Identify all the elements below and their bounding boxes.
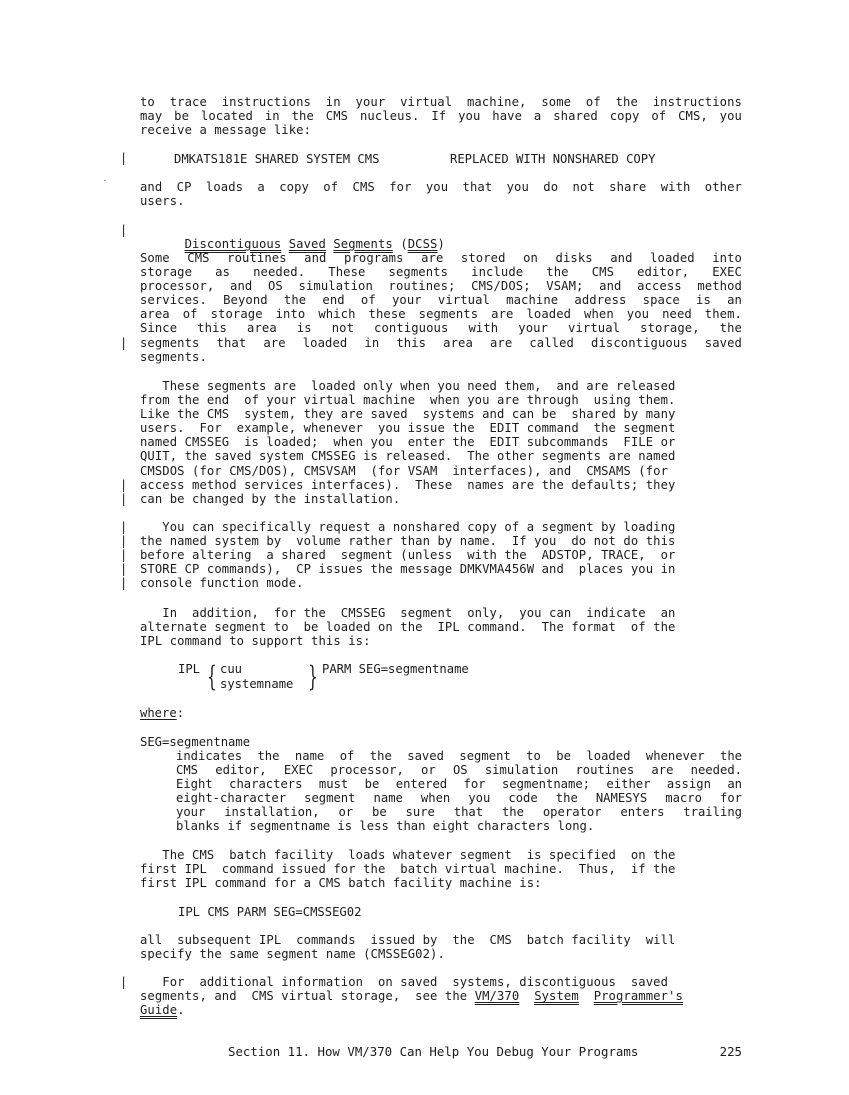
- syntax-command: IPL: [178, 662, 201, 676]
- message-code: DMKATS181E SHARED SYSTEM CMS: [174, 152, 380, 166]
- change-bar: [120, 534, 124, 548]
- text-line: Eight characters must be entered for segmentname; either assign an: [176, 777, 742, 792]
- change-bar: [120, 562, 124, 576]
- change-bar: [120, 336, 124, 350]
- text-line: eight-character segment name when you code the NAMESYS macro for: [176, 791, 742, 806]
- paragraph: [140, 606, 742, 648]
- text-line: segments that are loaded in this area are called discontiguous saved: [140, 335, 742, 350]
- footer-title: Section 11. How VM/370 Can Help You Debug Your Programs: [228, 1044, 639, 1059]
- text-line: from the end of your virtual machine when you are through using them.: [140, 393, 676, 408]
- text-line: console function mode.: [140, 576, 304, 591]
- text-line: services. Beyond the end of your virtual machine address space is an: [140, 293, 742, 308]
- page-footer: [228, 1044, 742, 1059]
- text-line: first IPL command issued for the batch virtual machine. Thus, if the: [140, 862, 676, 877]
- heading-abbr: DCSS: [407, 237, 438, 252]
- change-bar: [120, 151, 124, 165]
- text-line: specify the same segment name (CMSSEG02).: [140, 947, 445, 962]
- text-line: to trace instructions in your virtual machine, some of the instructions: [140, 95, 742, 109]
- text-line: CMS editor, EXEC processor, or OS simulation routines are needed.: [176, 763, 742, 778]
- reference-title: System: [534, 989, 579, 1004]
- term-definition: [176, 749, 742, 834]
- reference-title: Guide: [140, 1003, 178, 1018]
- text-line: processor, and OS simulation routines; CMS/DOS; VSAM; and access method: [140, 279, 742, 294]
- paragraph: [140, 933, 742, 961]
- text-line: CMSDOS (for CMS/DOS), CMSVSAM (for VSAM interfaces), and CMSAMS (for: [140, 463, 669, 478]
- text-line: Guide.: [140, 1003, 185, 1018]
- change-bar: [120, 548, 124, 562]
- heading-word: Discontiguous: [184, 237, 282, 252]
- paragraph: [140, 251, 742, 364]
- text-line: may be located in the CMS nucleus. If you have a shared copy of CMS, you: [140, 109, 742, 124]
- text-line: users.: [140, 194, 185, 209]
- text-line: segments, and CMS virtual storage, see the VM/370 System Programmer's: [140, 989, 683, 1004]
- text-line: segments.: [140, 349, 207, 364]
- where-label: where:: [140, 706, 185, 720]
- syntax-option: cuu: [220, 662, 243, 676]
- paragraph: [140, 975, 742, 1017]
- text-line: your installation, or be sure that the operator enters trailing: [176, 805, 742, 820]
- heading-paren: ): [437, 237, 445, 252]
- text-line: and CP loads a copy of CMS for you that you do not share with other: [140, 180, 742, 194]
- page-number: 225: [719, 1044, 742, 1059]
- text-line: These segments are loaded only when you need them, and are released: [140, 379, 676, 393]
- change-bar: [120, 520, 124, 534]
- change-bar: [120, 975, 124, 989]
- change-bar: [120, 478, 124, 492]
- paragraph: [140, 848, 742, 890]
- after-message-paragraph: [140, 180, 742, 208]
- reference-title: VM/370: [474, 989, 520, 1004]
- text-line: area of storage into which these segments are loaded when you need them.: [140, 307, 742, 322]
- text-line: Like the CMS system, they are saved systems and can be shared by many: [140, 407, 676, 422]
- text-line: For additional information on saved systems, discontiguous saved: [140, 975, 669, 989]
- text-line: alternate segment to be loaded on the IPL command. The format of the: [140, 620, 676, 635]
- left-brace: {: [207, 660, 217, 693]
- change-bar: [120, 223, 124, 237]
- message-text: REPLACED WITH NONSHARED COPY: [450, 152, 656, 166]
- reference-title: Programmer's: [593, 989, 683, 1004]
- change-bar: [120, 576, 124, 590]
- text-line: storage as needed. These segments include the CMS editor, EXEC: [140, 265, 742, 280]
- text-line: all subsequent IPL commands issued by the CMS batch facility will: [140, 933, 676, 947]
- text-line: receive a message like:: [140, 123, 312, 138]
- heading-word: Segments: [333, 237, 393, 252]
- text-line: users. For example, whenever you issue the EDIT command the segment: [140, 421, 676, 436]
- text-line: first IPL command for a CMS batch facility machine is:: [140, 876, 542, 891]
- syntax-option: systemname: [220, 677, 294, 691]
- ipl-example: IPL CMS PARM SEG=CMSSEG02: [178, 905, 362, 919]
- text-line: STORE CP commands), CP issues the message DMKVMA456W and places you in: [140, 562, 676, 577]
- syntax-parm: PARM SEG=segmentname: [322, 662, 469, 676]
- term: SEG=segmentname: [140, 735, 251, 749]
- heading-paren: (: [400, 237, 408, 252]
- intro-paragraph: [140, 95, 742, 137]
- text-line: indicates the name of the saved segment to be loaded whenever the: [176, 749, 742, 763]
- text-line: before altering a shared segment (unless with the ADSTOP, TRACE, or: [140, 548, 676, 563]
- section-heading: [140, 223, 742, 252]
- change-bar: [120, 492, 124, 506]
- text-line: can be changed by the installation.: [140, 491, 401, 506]
- scan-speck: [104, 180, 106, 181]
- paragraph: [140, 379, 742, 506]
- text-line: The CMS batch facility loads whatever segment is specified on the: [140, 848, 676, 862]
- text-line: Since this area is not contiguous with your virtual storage, the: [140, 321, 742, 336]
- paragraph: [140, 520, 742, 590]
- text-line: Some CMS routines and programs are stored on disks and loaded into: [140, 251, 742, 265]
- text-line: named CMSSEG is loaded; when you enter the EDIT subcommands FILE or: [140, 435, 676, 450]
- heading-word: Saved: [288, 237, 326, 252]
- text-line: blanks if segmentname is less than eight characters long.: [176, 819, 595, 834]
- right-brace: }: [308, 660, 318, 693]
- text-line: QUIT, the saved system CMSSEG is released. The other segments are named: [140, 449, 676, 464]
- text-line: You can specifically request a nonshared copy of a segment by loading: [140, 520, 676, 534]
- text-line: IPL command to support this is:: [140, 634, 371, 649]
- text-line: access method services interfaces). These names are the defaults; they: [140, 477, 676, 492]
- text-line: In addition, for the CMSSEG segment only, you can indicate an: [140, 606, 676, 620]
- text-line: the named system by volume rather than by name. If you do not do this: [140, 534, 676, 549]
